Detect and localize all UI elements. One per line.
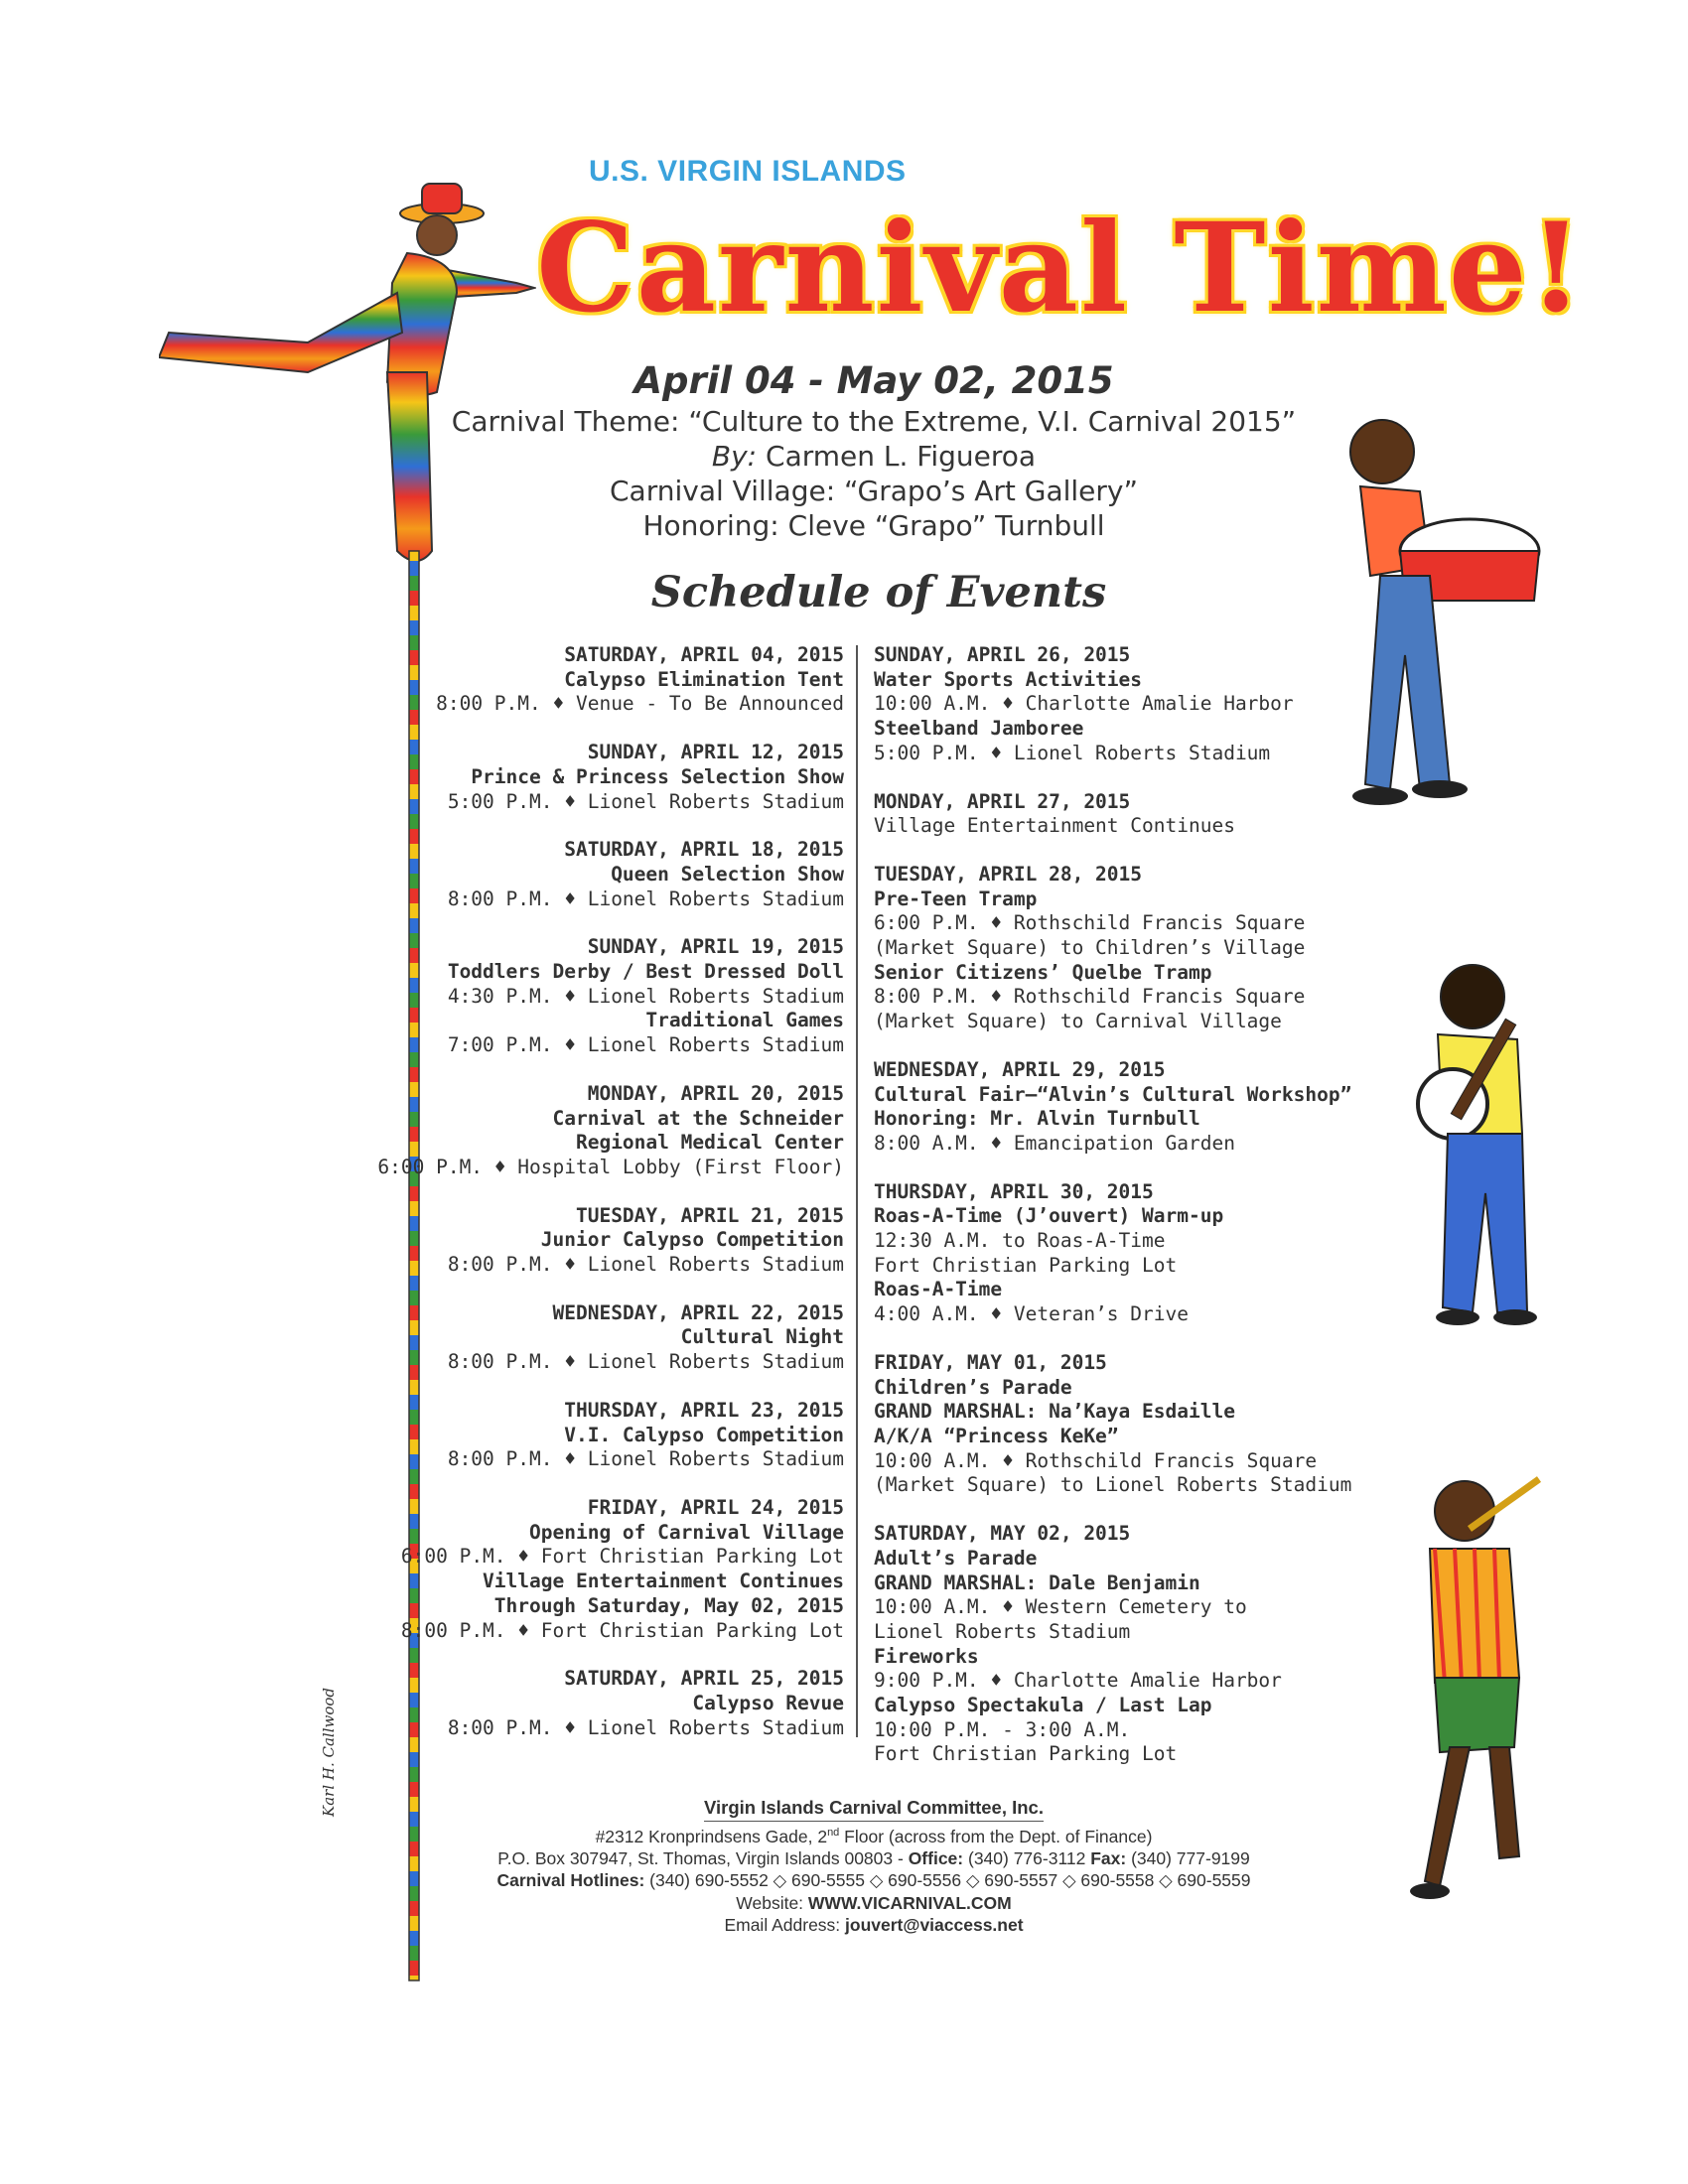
honoring-value: Cleve “Grapo” Turnbull bbox=[787, 509, 1105, 542]
event-title: V.I. Calypso Competition bbox=[564, 1423, 844, 1446]
event-detail: 8:00 P.M. ♦ Venue - To Be Announced bbox=[436, 692, 844, 716]
village-label: Carnival Village: bbox=[610, 475, 836, 507]
event-detail: (Market Square) to Carnival Village bbox=[874, 1010, 1282, 1033]
event-title: Regional Medical Center bbox=[575, 1131, 844, 1155]
event-detail: 6:00 P.M. ♦ Hospital Lobby (First Floor) bbox=[377, 1155, 844, 1178]
by-value: Carmen L. Figueroa bbox=[766, 440, 1037, 473]
footer-address bbox=[0, 1822, 1688, 1847]
event-title: Pre-Teen Tramp bbox=[874, 887, 1038, 910]
email-link[interactable]: jouvert@viaccess.net bbox=[840, 1915, 1024, 1936]
event-detail: 10:00 A.M. ♦ Charlotte Amalie Harbor bbox=[874, 692, 1294, 716]
event-title: Roas-A-Time (J’ouvert) Warm-up bbox=[874, 1204, 1224, 1228]
event-detail: (Market Square) to Lionel Roberts Stadium bbox=[874, 1473, 1352, 1497]
event-date: SUNDAY, APRIL 12, 2015 bbox=[587, 741, 844, 764]
date-range: April 04 - May 02, 2015 bbox=[633, 359, 1114, 402]
event-title: Fireworks bbox=[874, 1644, 979, 1668]
event-detail: Village Entertainment Continues bbox=[874, 814, 1235, 838]
event-date: WEDNESDAY, APRIL 22, 2015 bbox=[552, 1300, 844, 1324]
event-detail: 6:00 P.M. ♦ Rothschild Francis Square bbox=[874, 911, 1306, 935]
theme-line bbox=[0, 405, 1688, 438]
artist-signature: Karl H. Callwood bbox=[320, 1687, 338, 1817]
pobox-text: P.O. Box 307947, St. Thomas, Virgin Islands 00803 - bbox=[497, 1847, 909, 1868]
event-title: Water Sports Activities bbox=[874, 667, 1143, 691]
event-detail: 5:00 P.M. ♦ Lionel Roberts Stadium bbox=[447, 789, 844, 813]
author-line bbox=[0, 440, 1688, 473]
schedule-event bbox=[874, 1522, 1430, 1767]
event-title: Calypso Spectakula / Last Lap bbox=[874, 1694, 1212, 1717]
event-detail: 12:30 A.M. to Roas-A-Time bbox=[874, 1229, 1166, 1253]
event-date: FRIDAY, MAY 01, 2015 bbox=[874, 1350, 1107, 1374]
schedule-event bbox=[328, 1301, 844, 1375]
event-detail: 8:00 P.M. ♦ Rothschild Francis Square bbox=[874, 985, 1306, 1009]
schedule-event bbox=[874, 1351, 1430, 1498]
hotlines-label: Carnival Hotlines: bbox=[496, 1870, 645, 1891]
event-title: Honoring: Mr. Alvin Turnbull bbox=[874, 1107, 1200, 1131]
event-title: Traditional Games bbox=[645, 1009, 844, 1032]
event-detail: 8:00 P.M. ♦ Lionel Roberts Stadium bbox=[447, 1715, 844, 1739]
schedule-event bbox=[328, 643, 844, 717]
main-title: Carnival Time! bbox=[536, 197, 1586, 341]
event-title: Calypso Elimination Tent bbox=[564, 667, 844, 691]
event-title: Junior Calypso Competition bbox=[540, 1228, 844, 1252]
column-divider bbox=[856, 645, 858, 1737]
office-label: Office: bbox=[908, 1847, 964, 1868]
event-title: Opening of Carnival Village bbox=[529, 1520, 844, 1544]
event-detail: 8:00 A.M. ♦ Emancipation Garden bbox=[874, 1131, 1235, 1155]
schedule-right-column bbox=[874, 643, 1430, 1791]
event-detail: 10:00 A.M. ♦ Rothschild Francis Square bbox=[874, 1448, 1318, 1472]
website-link[interactable]: WWW.VICARNIVAL.COM bbox=[803, 1892, 1012, 1913]
schedule-event bbox=[328, 935, 844, 1058]
event-detail: 8:00 P.M. ♦ Lionel Roberts Stadium bbox=[447, 1350, 844, 1374]
event-date: TUESDAY, APRIL 28, 2015 bbox=[874, 862, 1143, 886]
event-title: Steelband Jamboree bbox=[874, 717, 1084, 741]
address-text-rest: Floor (across from the Dept. of Finance) bbox=[839, 1826, 1153, 1846]
event-detail: 8:00 P.M. ♦ Fort Christian Parking Lot bbox=[400, 1618, 844, 1642]
event-title: Children’s Parade bbox=[874, 1375, 1072, 1399]
event-title: Carnival at the Schneider bbox=[552, 1106, 844, 1130]
schedule-event bbox=[874, 1180, 1430, 1327]
event-date: FRIDAY, APRIL 24, 2015 bbox=[587, 1495, 844, 1519]
schedule-event bbox=[328, 1496, 844, 1643]
schedule-left-column bbox=[328, 643, 844, 1764]
schedule-event bbox=[328, 1667, 844, 1740]
website-label: Website: bbox=[736, 1892, 804, 1913]
footer-website bbox=[0, 1892, 1688, 1915]
event-detail: 8:00 P.M. ♦ Lionel Roberts Stadium bbox=[447, 1253, 844, 1277]
event-title: Adult’s Parade bbox=[874, 1546, 1038, 1570]
schedule-event bbox=[328, 1399, 844, 1472]
fax-value: (340) 777-9199 bbox=[1126, 1847, 1250, 1868]
event-date: MONDAY, APRIL 27, 2015 bbox=[874, 789, 1131, 813]
village-value: “Grapo’s Art Gallery” bbox=[844, 475, 1138, 507]
event-title: Cultural Night bbox=[680, 1325, 844, 1349]
event-date: SATURDAY, APRIL 04, 2015 bbox=[564, 643, 844, 666]
footer-contact bbox=[0, 1847, 1688, 1870]
event-date: WEDNESDAY, APRIL 29, 2015 bbox=[874, 1057, 1166, 1081]
by-label: By: bbox=[711, 440, 758, 473]
event-date: SATURDAY, APRIL 25, 2015 bbox=[564, 1667, 844, 1691]
event-detail: 8:00 P.M. ♦ Lionel Roberts Stadium bbox=[447, 887, 844, 910]
event-title: Village Entertainment Continues bbox=[483, 1570, 844, 1593]
schedule-event bbox=[874, 1058, 1430, 1157]
honoring-line bbox=[0, 509, 1688, 542]
event-detail: 6:00 P.M. ♦ Fort Christian Parking Lot bbox=[400, 1545, 844, 1569]
honoring-label: Honoring: bbox=[642, 509, 779, 542]
event-title: Toddlers Derby / Best Dressed Doll bbox=[447, 960, 844, 984]
schedule-event bbox=[328, 1082, 844, 1180]
theme-value: “Culture to the Extreme, V.I. Carnival 2015” bbox=[688, 405, 1297, 438]
event-detail: 5:00 P.M. ♦ Lionel Roberts Stadium bbox=[874, 741, 1271, 764]
schedule-event bbox=[328, 1204, 844, 1278]
event-detail: Lionel Roberts Stadium bbox=[874, 1619, 1131, 1643]
schedule-event bbox=[328, 741, 844, 814]
footer bbox=[0, 1797, 1688, 1937]
event-title: Queen Selection Show bbox=[611, 862, 844, 886]
event-date: SUNDAY, APRIL 19, 2015 bbox=[587, 935, 844, 959]
schedule-event bbox=[874, 863, 1430, 1034]
event-title: Through Saturday, May 02, 2015 bbox=[493, 1593, 844, 1617]
footer-email bbox=[0, 1914, 1688, 1937]
event-title: Calypso Revue bbox=[692, 1691, 844, 1714]
event-detail: Fort Christian Parking Lot bbox=[874, 1742, 1178, 1766]
event-detail: 10:00 A.M. ♦ Western Cemetery to bbox=[874, 1595, 1247, 1619]
event-detail: 7:00 P.M. ♦ Lionel Roberts Stadium bbox=[447, 1033, 844, 1057]
event-title: Prince & Princess Selection Show bbox=[471, 764, 844, 788]
event-detail: 8:00 P.M. ♦ Lionel Roberts Stadium bbox=[447, 1447, 844, 1471]
event-detail: Fort Christian Parking Lot bbox=[874, 1253, 1178, 1277]
theme-label: Carnival Theme: bbox=[451, 405, 680, 438]
event-date: SATURDAY, MAY 02, 2015 bbox=[874, 1522, 1131, 1546]
event-title: A/K/A “Princess KeKe” bbox=[874, 1424, 1119, 1447]
event-detail: 9:00 P.M. ♦ Charlotte Amalie Harbor bbox=[874, 1669, 1282, 1693]
event-title: GRAND MARSHAL: Dale Benjamin bbox=[874, 1570, 1200, 1594]
event-date: THURSDAY, APRIL 30, 2015 bbox=[874, 1179, 1154, 1203]
event-title: Roas-A-Time bbox=[874, 1278, 1003, 1301]
event-date: SUNDAY, APRIL 26, 2015 bbox=[874, 643, 1131, 666]
event-title: Senior Citizens’ Quelbe Tramp bbox=[874, 960, 1212, 984]
address-text: #2312 Kronprindsens Gade, 2 bbox=[595, 1826, 828, 1846]
event-date: THURSDAY, APRIL 23, 2015 bbox=[564, 1398, 844, 1422]
event-date: MONDAY, APRIL 20, 2015 bbox=[587, 1081, 844, 1105]
office-value: (340) 776-3112 bbox=[963, 1847, 1091, 1868]
hotlines-value: (340) 690-5552 ◇ 690-5555 ◇ 690-5556 ◇ 690-5557 ◇ 690-5558 ◇ 690-5559 bbox=[644, 1870, 1251, 1891]
event-title: GRAND MARSHAL: Na’Kaya Esdaille bbox=[874, 1400, 1235, 1424]
event-title: Cultural Fair–“Alvin’s Cultural Workshop” bbox=[874, 1082, 1352, 1106]
email-label: Email Address: bbox=[724, 1915, 841, 1936]
schedule-event bbox=[328, 838, 844, 911]
schedule-title: Schedule of Events bbox=[650, 568, 1107, 617]
event-detail: 4:30 P.M. ♦ Lionel Roberts Stadium bbox=[447, 984, 844, 1008]
event-detail: (Market Square) to Children’s Village bbox=[874, 936, 1306, 960]
event-detail: 4:00 A.M. ♦ Veteran’s Drive bbox=[874, 1302, 1189, 1326]
event-date: TUESDAY, APRIL 21, 2015 bbox=[575, 1203, 844, 1227]
village-line bbox=[0, 475, 1688, 507]
event-detail: 10:00 P.M. - 3:00 A.M. bbox=[874, 1717, 1131, 1741]
footer-org: Virgin Islands Carnival Committee, Inc. bbox=[704, 1797, 1044, 1822]
fax-label: Fax: bbox=[1090, 1847, 1127, 1868]
supertitle: U.S. VIRGIN ISLANDS bbox=[589, 155, 907, 188]
footer-hotlines bbox=[0, 1869, 1688, 1892]
address-sup: nd bbox=[827, 1826, 840, 1839]
schedule-event bbox=[874, 643, 1430, 766]
schedule-event bbox=[874, 790, 1430, 839]
event-date: SATURDAY, APRIL 18, 2015 bbox=[564, 838, 844, 862]
